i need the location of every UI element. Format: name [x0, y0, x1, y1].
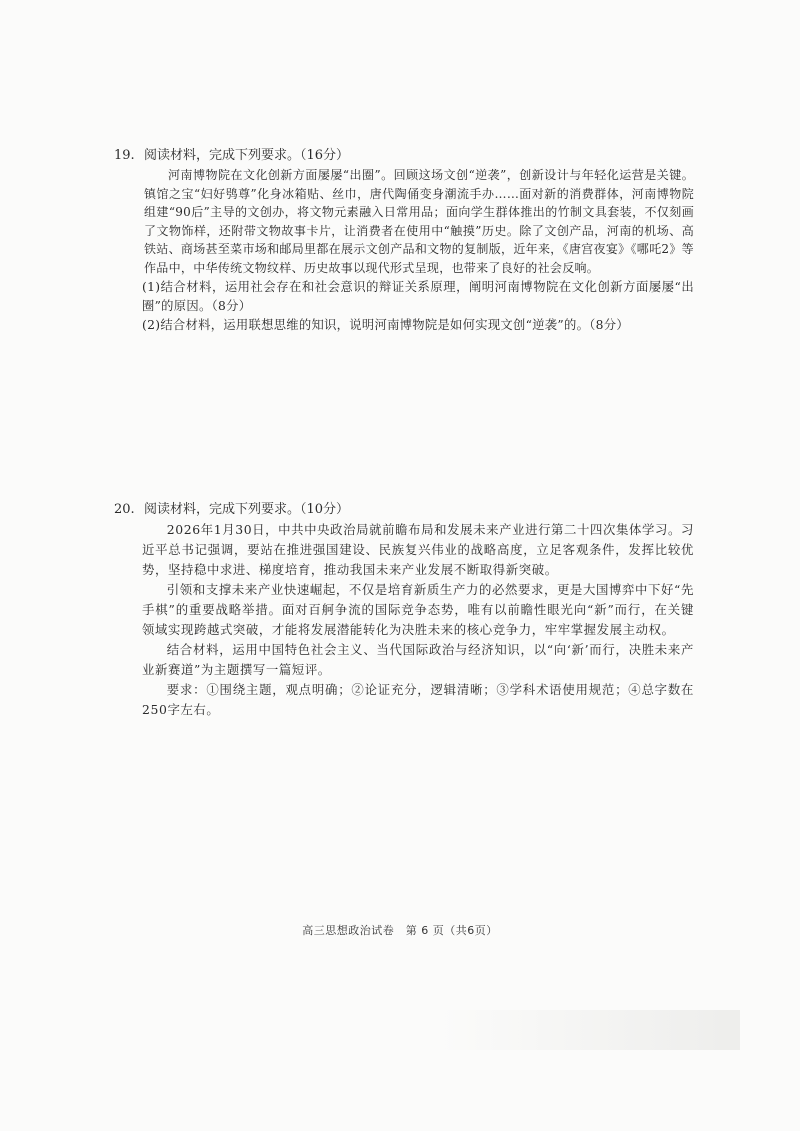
- question-19: [114, 146, 694, 335]
- question-prompt: 阅读材料，完成下列要求。（16分）: [144, 148, 350, 163]
- page-footer: 高三思想政治试卷 第 6 页（共6页）: [302, 924, 498, 937]
- scan-shading: [440, 1010, 740, 1050]
- question-number: 19.: [114, 148, 135, 163]
- material-paragraph-1: 2026年1月30日，中共中央政治局就前瞻布局和发展未来产业进行第二十四次集体学习。习近平总书记强调，要站在推进强国建设、民族复兴伟业的战略高度，立足客观条件，发挥比较优势，坚持稳中求进、梯度培育，推动我国未来产业发展不断取得新突破。: [142, 522, 694, 577]
- question-prompt: 阅读材料，完成下列要求。（10分）: [144, 502, 350, 517]
- question-20: [114, 500, 694, 720]
- question-number: 20.: [114, 502, 135, 517]
- sub-question-1: (1)结合材料，运用社会存在和社会意识的辩证关系原理，阐明河南博物院在文化创新方面屡屡“出圈”的原因。（8分）: [142, 279, 694, 313]
- question-header: [114, 500, 694, 520]
- task-requirements: 要求：①围绕主题，观点明确；②论证充分，逻辑清晰；③学科术语使用规范；④总字数在250字左右。: [142, 682, 694, 717]
- question-header: [114, 146, 694, 166]
- task-instruction: 结合材料，运用中国特色社会主义、当代国际政治与经济知识，以“向‘新’而行，决胜未来产业新赛道”为主题撰写一篇短评。: [142, 642, 694, 677]
- sub-question-2: (2)结合材料，运用联想思维的知识，说明河南博物院是如何实现文创“逆袭”的。（8分）: [142, 317, 629, 332]
- material-text: 河南博物院在文化创新方面屡屡“出圈”。回顾这场文创“逆袭”，创新设计与年轻化运营是关键。镇馆之宝“妇好鸮尊”化身冰箱贴、丝巾，唐代陶俑变身潮流手办……面对新的消费群体，河南博物院组建“90后”主导的文创办，将文物元素融入日常用品；面向学生群体推出的竹制文具套装，不仅刻画了文物饰样，还附带文物故事卡片，让消费者在使用中“触摸”历史。除了文创产品，河南的机场、高铁站、商场甚至菜市场和邮局里都在展示文创产品和文物的复制版，近年来，《唐宫夜宴》《哪吒2》等作品中，中华传统文物纹样、历史故事以现代形式呈现，也带来了良好的社会反响。: [144, 168, 694, 275]
- material-paragraph-2: 引领和支撑未来产业快速崛起，不仅是培育新质生产力的必然要求，更是大国博弈中下好“先手棋”的重要战略举措。面对百舸争流的国际竞争态势，唯有以前瞻性眼光向“新”而行，在关键领域实现跨越式突破，才能将发展潜能转化为决胜未来的核心竞争力，牢牢掌握发展主动权。: [142, 582, 694, 637]
